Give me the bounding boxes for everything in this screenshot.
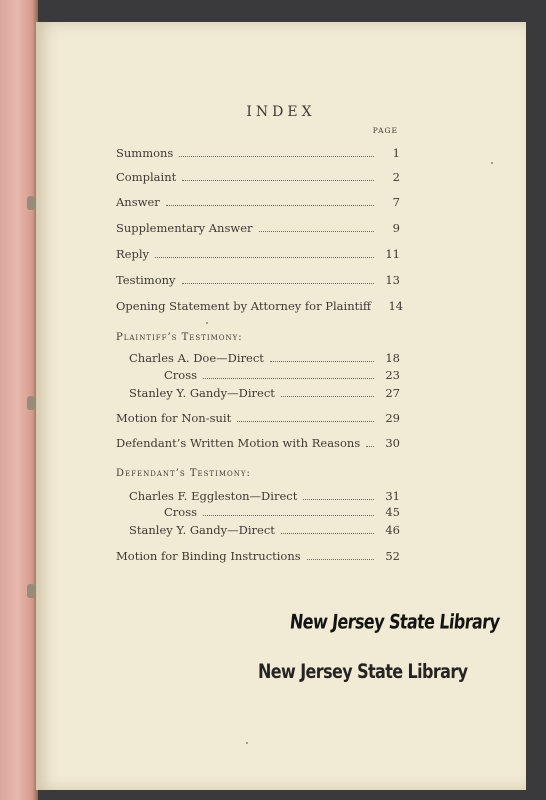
entry-label: Answer xyxy=(116,195,160,209)
leader-dots xyxy=(237,413,374,422)
entry-page: 45 xyxy=(385,505,400,519)
entry-label: Opening Statement by Attorney for Plaintiff xyxy=(116,299,372,313)
section-heading-defendant: Defendant’s Testimony: xyxy=(116,468,251,479)
entry-label: Charles F. Eggleston—Direct xyxy=(129,489,298,503)
library-stamp: New Jersey State Library xyxy=(288,609,501,634)
entry-page: 27 xyxy=(385,386,400,400)
leader-dots xyxy=(259,223,375,232)
leader-dots xyxy=(179,148,374,157)
entry-page: 13 xyxy=(385,273,400,287)
leader-dots xyxy=(366,438,374,447)
entry-page: 11 xyxy=(385,247,400,261)
leader-dots xyxy=(203,507,374,516)
index-entry xyxy=(116,299,404,313)
binding-stitch xyxy=(27,196,35,210)
index-entry xyxy=(164,368,400,382)
leader-dots xyxy=(281,388,374,397)
leader-dots xyxy=(307,551,374,560)
entry-page: 7 xyxy=(392,195,400,209)
leader-dots xyxy=(182,172,374,181)
entry-label: Motion for Non-suit xyxy=(116,411,232,425)
entry-page: 31 xyxy=(385,489,400,503)
leader-dots xyxy=(281,525,374,534)
index-entry xyxy=(116,195,400,209)
index-entry xyxy=(116,146,400,160)
entry-page: 18 xyxy=(385,351,400,365)
binding-stitch xyxy=(27,584,35,598)
index-entry xyxy=(129,489,400,503)
index-entry xyxy=(129,351,400,365)
index-entry xyxy=(116,411,400,425)
entry-page: 1 xyxy=(392,146,400,160)
page-column-header: PAGE xyxy=(372,126,398,135)
index-entry xyxy=(116,247,400,261)
entry-page: 52 xyxy=(385,549,400,563)
entry-label: Testimony xyxy=(116,273,176,287)
entry-page: 9 xyxy=(392,221,400,235)
index-entry xyxy=(116,221,400,235)
entry-page: 14 xyxy=(388,299,404,313)
index-entry xyxy=(116,549,400,563)
entry-label: Complaint xyxy=(116,170,177,184)
library-stamp-faded: New Jersey State Library xyxy=(258,660,468,683)
leader-dots xyxy=(303,491,374,500)
entry-label: Stanley Y. Gandy—Direct xyxy=(129,523,275,537)
entry-label: Reply xyxy=(116,247,150,261)
leader-dots xyxy=(203,370,374,379)
leader-dots xyxy=(270,353,374,362)
index-entry xyxy=(129,386,400,400)
entry-label: Charles A. Doe—Direct xyxy=(129,351,264,365)
entry-page: 30 xyxy=(385,436,400,450)
binding-stitch xyxy=(27,396,35,410)
entry-label: Stanley Y. Gandy—Direct xyxy=(129,386,275,400)
index-title: INDEX xyxy=(246,104,316,120)
document-page xyxy=(36,22,526,790)
index-entry xyxy=(116,436,400,450)
entry-label: Defendant’s Written Motion with Reasons xyxy=(116,436,361,450)
paper-speck xyxy=(491,162,493,164)
index-entry xyxy=(164,505,400,519)
leader-dots xyxy=(182,275,374,284)
entry-label: Motion for Binding Instructions xyxy=(116,549,301,563)
index-entry xyxy=(116,170,400,184)
leader-dots xyxy=(166,197,374,206)
entry-label: Cross xyxy=(164,505,198,519)
paper-speck xyxy=(246,742,248,744)
entry-label: Summons xyxy=(116,146,174,160)
index-entry xyxy=(129,523,400,537)
paper-speck xyxy=(206,322,208,324)
index-entry xyxy=(116,273,400,287)
entry-page: 29 xyxy=(385,411,400,425)
entry-page: 2 xyxy=(392,170,400,184)
entry-page: 23 xyxy=(385,368,400,382)
entry-label: Supplementary Answer xyxy=(116,221,253,235)
leader-dots xyxy=(155,249,374,258)
section-heading-plaintiff: Plaintiff’s Testimony: xyxy=(116,332,243,343)
entry-page: 46 xyxy=(385,523,400,537)
entry-label: Cross xyxy=(164,368,198,382)
